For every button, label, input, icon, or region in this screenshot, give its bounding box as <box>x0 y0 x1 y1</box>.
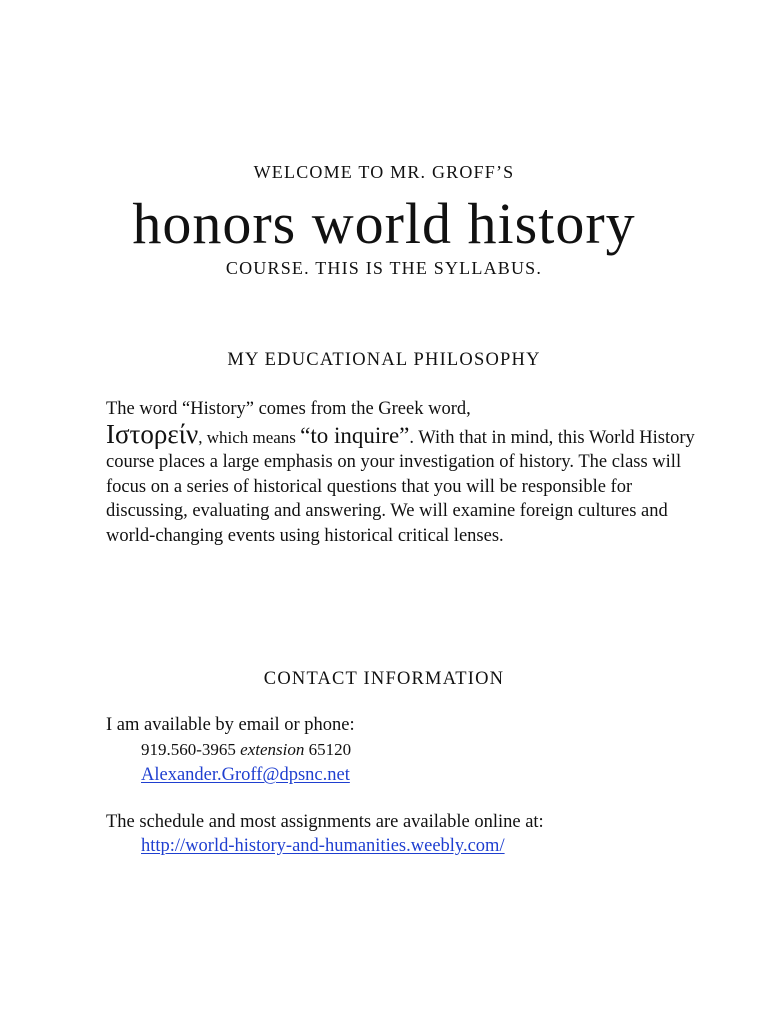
philosophy-intro: The word “History” comes from the Greek word, <box>106 399 471 419</box>
philosophy-heading: MY EDUCATIONAL PHILOSOPHY <box>227 350 541 370</box>
schedule-text: The schedule and most assignments are available online at: <box>106 812 544 832</box>
contact-heading: CONTACT INFORMATION <box>263 669 505 689</box>
email-line <box>141 765 350 786</box>
website-line <box>141 836 505 857</box>
course-title: honors world history <box>132 191 636 256</box>
website-link[interactable]: http://world-history-and-humanities.weebly.com/ <box>141 836 505 856</box>
philosophy-rest: . With that in mind, this World History course places a large emphasis on your investigation of history. The class will focus on a series of historical questions that you will be responsible for discussing, evaluating and answering. We will examine foreign cultures and world-changing events using historical critical lenses. <box>106 427 695 546</box>
greek-word: Ιστορείν <box>106 418 199 449</box>
extension-label: extension <box>240 740 305 759</box>
email-link[interactable]: Alexander.Groff@dpsnc.net <box>141 765 350 785</box>
inquire-quote: “to inquire” <box>300 422 410 448</box>
extension-number: 65120 <box>308 740 352 759</box>
subtitle-line: COURSE. THIS IS THE SYLLABUS. <box>225 258 543 278</box>
welcome-line: WELCOME TO MR. GROFF’S <box>253 162 515 182</box>
philosophy-paragraph <box>106 397 706 548</box>
availability-text: I am available by email or phone: <box>106 715 355 735</box>
phone-line <box>141 740 351 760</box>
which-means-text: , which means <box>198 427 301 447</box>
phone-number: 919.560-3965 <box>141 740 236 759</box>
